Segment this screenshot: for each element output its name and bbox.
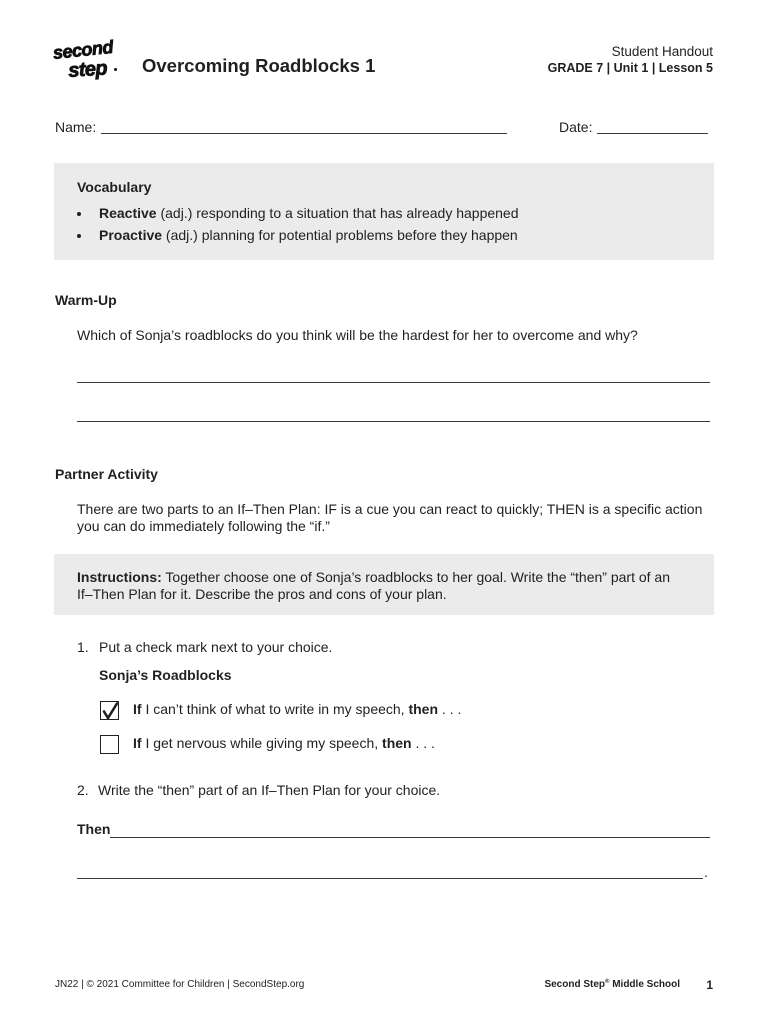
partner-activity-heading: Partner Activity bbox=[55, 466, 158, 482]
warm-up-answer-line[interactable] bbox=[77, 382, 710, 383]
vocabulary-definition: (adj.) planning for potential problems before they happen bbox=[162, 227, 518, 243]
footer-program bbox=[544, 979, 680, 991]
logo-wordmark-bottom: step bbox=[67, 57, 108, 82]
partner-activity-intro: There are two parts to an If–Then Plan: IF is a cue you can react to quickly; THEN is a specific action you can do immediately following the “if.” bbox=[77, 501, 703, 534]
if-keyword: If bbox=[133, 735, 142, 751]
then-answer-line[interactable] bbox=[77, 878, 703, 879]
then-answer-line[interactable] bbox=[110, 837, 710, 838]
vocabulary-panel bbox=[54, 163, 714, 260]
footer-copyright: JN22 | © 2021 Committee for Children | SecondStep.org bbox=[55, 979, 305, 990]
warm-up-question: Which of Sonja’s roadblocks do you think will be the hardest for her to overcome and why? bbox=[77, 327, 638, 343]
lesson-info: GRADE 7 | Unit 1 | Lesson 5 bbox=[547, 61, 713, 75]
instructions-label: Instructions: bbox=[77, 569, 162, 585]
step-1-text: Put a check mark next to your choice. bbox=[99, 639, 333, 655]
handout-type: Student Handout bbox=[611, 44, 713, 59]
logo-dot-icon bbox=[114, 68, 117, 71]
bullet-icon bbox=[77, 234, 81, 238]
vocabulary-term: Proactive bbox=[99, 227, 163, 243]
then-label: Then bbox=[77, 821, 111, 837]
registered-mark: ® bbox=[605, 979, 610, 985]
instructions-text bbox=[77, 569, 682, 603]
vocabulary-heading: Vocabulary bbox=[77, 179, 152, 195]
choice-text: I get nervous while giving my speech, bbox=[141, 735, 383, 751]
instructions-panel bbox=[54, 554, 714, 615]
name-label: Name: bbox=[55, 119, 97, 135]
date-label: Date: bbox=[559, 119, 593, 135]
if-keyword: If bbox=[133, 701, 142, 717]
step-1-number: 1. bbox=[77, 639, 89, 655]
name-field[interactable] bbox=[101, 133, 507, 134]
roadblock-checkbox-2[interactable] bbox=[100, 735, 119, 754]
vocabulary-term: Reactive bbox=[99, 205, 157, 221]
roadblocks-heading: Sonja’s Roadblocks bbox=[99, 667, 232, 683]
date-field[interactable] bbox=[597, 133, 708, 134]
vocabulary-item bbox=[99, 205, 519, 222]
choice-ellipsis: . . . bbox=[438, 701, 462, 717]
second-step-logo bbox=[52, 36, 122, 88]
check-icon bbox=[100, 701, 119, 720]
choice-ellipsis: . . . bbox=[411, 735, 435, 751]
program-suffix: Middle School bbox=[609, 979, 680, 990]
choice-text: I can’t think of what to write in my speech, bbox=[141, 701, 409, 717]
roadblock-choice-2 bbox=[133, 735, 435, 752]
bullet-icon bbox=[77, 212, 81, 216]
roadblock-checkbox-1[interactable] bbox=[100, 701, 119, 720]
warm-up-heading: Warm-Up bbox=[55, 292, 117, 308]
page-title: Overcoming Roadblocks 1 bbox=[142, 55, 376, 76]
page-number: 1 bbox=[706, 978, 713, 992]
warm-up-answer-line[interactable] bbox=[77, 421, 710, 422]
roadblock-choice-1 bbox=[133, 701, 461, 718]
step-2-number: 2. bbox=[77, 782, 89, 798]
then-keyword: then bbox=[408, 701, 439, 717]
then-keyword: then bbox=[382, 735, 412, 751]
instructions-body: Together choose one of Sonja’s roadblocks to her goal. Write the “then” part of an If–Then Plan for it. Describe the pros and cons of your plan. bbox=[77, 569, 670, 602]
vocabulary-definition: (adj.) responding to a situation that has already happened bbox=[156, 205, 519, 221]
vocabulary-item bbox=[99, 227, 518, 244]
step-2-text: Write the “then” part of an If–Then Plan for your choice. bbox=[98, 782, 441, 798]
end-period: . bbox=[704, 864, 708, 880]
logo-wordmark-top: second bbox=[52, 36, 114, 63]
program-name: Second Step bbox=[544, 979, 606, 990]
